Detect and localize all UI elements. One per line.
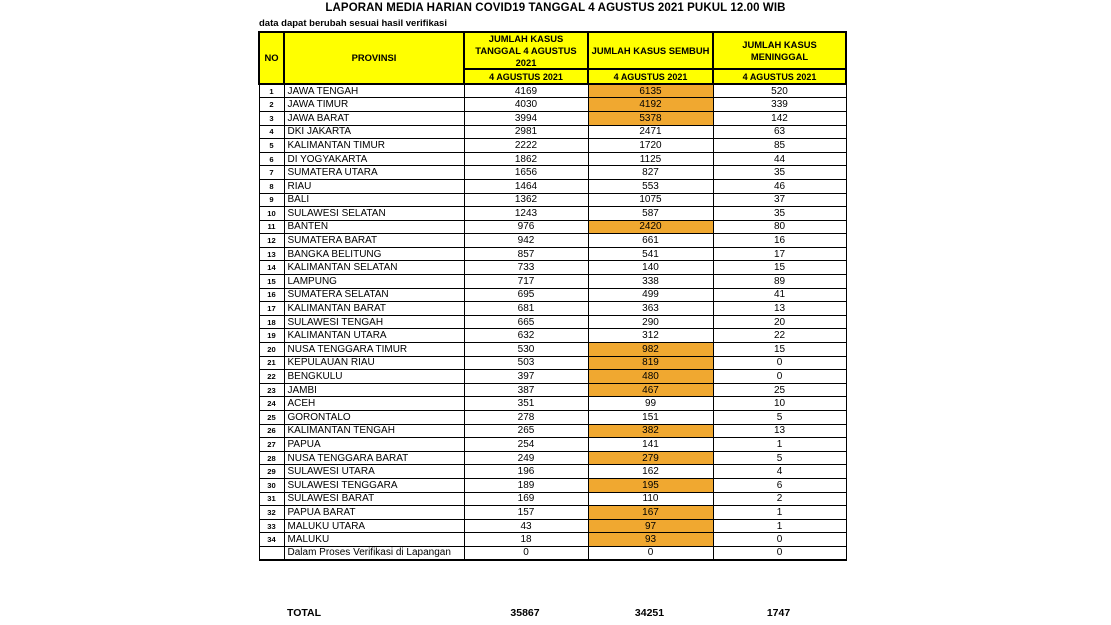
table-row xyxy=(259,411,846,425)
provinsi-cell: JAWA BARAT xyxy=(284,111,464,125)
table-row xyxy=(259,315,846,329)
table-row xyxy=(259,84,846,98)
no-cell: 23 xyxy=(259,383,284,397)
meninggal-cell: 20 xyxy=(713,315,846,329)
provinsi-cell: NUSA TENGGARA TIMUR xyxy=(284,343,464,357)
subheader-date-kasus: 4 AGUSTUS 2021 xyxy=(464,69,588,84)
sembuh-cell: 99 xyxy=(588,397,713,411)
no-cell: 33 xyxy=(259,519,284,533)
kasus-cell: 665 xyxy=(464,315,588,329)
col-header-sembuh: JUMLAH KASUS SEMBUH xyxy=(588,32,713,69)
subheader-date-sembuh: 4 AGUSTUS 2021 xyxy=(588,69,713,84)
no-cell: 27 xyxy=(259,438,284,452)
sembuh-cell: 382 xyxy=(588,424,713,438)
sembuh-cell: 290 xyxy=(588,315,713,329)
table-row xyxy=(259,193,846,207)
meninggal-cell: 0 xyxy=(713,356,846,370)
sembuh-cell: 499 xyxy=(588,288,713,302)
no-cell: 29 xyxy=(259,465,284,479)
kasus-cell: 278 xyxy=(464,411,588,425)
kasus-cell: 265 xyxy=(464,424,588,438)
kasus-cell: 397 xyxy=(464,370,588,384)
no-cell: 10 xyxy=(259,207,284,221)
table-row xyxy=(259,478,846,492)
no-cell: 25 xyxy=(259,411,284,425)
meninggal-cell: 44 xyxy=(713,152,846,166)
total-meninggal: 1747 xyxy=(766,607,791,619)
meninggal-cell: 35 xyxy=(713,207,846,221)
meninggal-cell: 85 xyxy=(713,139,846,153)
sembuh-cell: 587 xyxy=(588,207,713,221)
provinsi-cell: KEPULAUAN RIAU xyxy=(284,356,464,370)
total-row xyxy=(0,607,1111,623)
sembuh-cell: 93 xyxy=(588,533,713,547)
no-cell: 13 xyxy=(259,247,284,261)
verification-label-cell: Dalam Proses Verifikasi di Lapangan xyxy=(284,546,464,560)
sembuh-cell: 167 xyxy=(588,506,713,520)
table-row xyxy=(259,220,846,234)
kasus-cell: 1862 xyxy=(464,152,588,166)
no-cell: 7 xyxy=(259,166,284,180)
sembuh-cell: 97 xyxy=(588,519,713,533)
provinsi-cell: SULAWESI TENGGARA xyxy=(284,478,464,492)
provinsi-cell: KALIMANTAN SELATAN xyxy=(284,261,464,275)
meninggal-cell: 10 xyxy=(713,397,846,411)
no-cell: 5 xyxy=(259,139,284,153)
provinsi-cell: ACEH xyxy=(284,397,464,411)
table-row xyxy=(259,207,846,221)
table-row xyxy=(259,166,846,180)
provinsi-cell: JAMBI xyxy=(284,383,464,397)
total-kasus: 35867 xyxy=(510,607,540,619)
sembuh-cell: 661 xyxy=(588,234,713,248)
table-row xyxy=(259,370,846,384)
table-row xyxy=(259,424,846,438)
table-row xyxy=(259,383,846,397)
table-row xyxy=(259,247,846,261)
meninggal-cell: 339 xyxy=(713,98,846,112)
meninggal-cell: 89 xyxy=(713,275,846,289)
provinsi-cell: LAMPUNG xyxy=(284,275,464,289)
provinsi-cell: SULAWESI UTARA xyxy=(284,465,464,479)
provinsi-cell: KALIMANTAN TIMUR xyxy=(284,139,464,153)
provinsi-cell: SULAWESI TENGAH xyxy=(284,315,464,329)
meninggal-cell: 15 xyxy=(713,343,846,357)
kasus-cell: 249 xyxy=(464,451,588,465)
sembuh-cell: 827 xyxy=(588,166,713,180)
kasus-cell: 976 xyxy=(464,220,588,234)
col-header-no: NO xyxy=(259,32,284,84)
no-cell: 20 xyxy=(259,343,284,357)
kasus-cell: 3994 xyxy=(464,111,588,125)
table-row xyxy=(259,397,846,411)
provinsi-cell: PAPUA BARAT xyxy=(284,506,464,520)
meninggal-cell: 1 xyxy=(713,519,846,533)
meninggal-cell: 80 xyxy=(713,220,846,234)
covid-table xyxy=(258,31,847,561)
provinsi-cell: KALIMANTAN BARAT xyxy=(284,302,464,316)
kasus-cell: 4169 xyxy=(464,84,588,98)
provinsi-cell: GORONTALO xyxy=(284,411,464,425)
sembuh-cell: 363 xyxy=(588,302,713,316)
kasus-cell: 1464 xyxy=(464,179,588,193)
sembuh-cell: 1125 xyxy=(588,152,713,166)
kasus-cell: 387 xyxy=(464,383,588,397)
meninggal-cell: 5 xyxy=(713,451,846,465)
no-cell: 18 xyxy=(259,315,284,329)
kasus-cell: 18 xyxy=(464,533,588,547)
sembuh-cell: 4192 xyxy=(588,98,713,112)
meninggal-cell: 46 xyxy=(713,179,846,193)
meninggal-cell: 5 xyxy=(713,411,846,425)
meninggal-cell: 63 xyxy=(713,125,846,139)
no-cell: 11 xyxy=(259,220,284,234)
kasus-cell: 2222 xyxy=(464,139,588,153)
kasus-cell: 196 xyxy=(464,465,588,479)
meninggal-cell: 35 xyxy=(713,166,846,180)
meninggal-cell: 2 xyxy=(713,492,846,506)
provinsi-cell: KALIMANTAN TENGAH xyxy=(284,424,464,438)
no-cell: 15 xyxy=(259,275,284,289)
table-row xyxy=(259,288,846,302)
kasus-cell: 2981 xyxy=(464,125,588,139)
table-row xyxy=(259,451,846,465)
meninggal-cell: 16 xyxy=(713,234,846,248)
table-row xyxy=(259,125,846,139)
provinsi-cell: MALUKU UTARA xyxy=(284,519,464,533)
table-row xyxy=(259,234,846,248)
table-row xyxy=(259,275,846,289)
meninggal-cell: 0 xyxy=(713,546,846,560)
meninggal-cell: 6 xyxy=(713,478,846,492)
meninggal-cell: 1 xyxy=(713,506,846,520)
sembuh-cell: 140 xyxy=(588,261,713,275)
kasus-cell: 351 xyxy=(464,397,588,411)
sembuh-cell: 6135 xyxy=(588,84,713,98)
sembuh-cell: 312 xyxy=(588,329,713,343)
sembuh-cell: 541 xyxy=(588,247,713,261)
no-cell: 19 xyxy=(259,329,284,343)
col-header-provinsi: PROVINSI xyxy=(284,32,464,84)
provinsi-cell: KALIMANTAN UTARA xyxy=(284,329,464,343)
kasus-cell: 503 xyxy=(464,356,588,370)
provinsi-cell: PAPUA xyxy=(284,438,464,452)
provinsi-cell: BANGKA BELITUNG xyxy=(284,247,464,261)
sembuh-cell: 0 xyxy=(588,546,713,560)
kasus-cell: 189 xyxy=(464,478,588,492)
kasus-cell: 733 xyxy=(464,261,588,275)
kasus-cell: 254 xyxy=(464,438,588,452)
meninggal-cell: 15 xyxy=(713,261,846,275)
meninggal-cell: 1 xyxy=(713,438,846,452)
no-cell: 28 xyxy=(259,451,284,465)
no-cell: 26 xyxy=(259,424,284,438)
table-row xyxy=(259,302,846,316)
no-cell: 1 xyxy=(259,84,284,98)
no-cell: 21 xyxy=(259,356,284,370)
kasus-cell: 4030 xyxy=(464,98,588,112)
meninggal-cell: 22 xyxy=(713,329,846,343)
table-row xyxy=(259,465,846,479)
subheader-date-meninggal: 4 AGUSTUS 2021 xyxy=(713,69,846,84)
sembuh-cell: 5378 xyxy=(588,111,713,125)
provinsi-cell: SUMATERA SELATAN xyxy=(284,288,464,302)
meninggal-cell: 4 xyxy=(713,465,846,479)
meninggal-cell: 13 xyxy=(713,302,846,316)
table-row xyxy=(259,492,846,506)
total-sembuh: 34251 xyxy=(634,607,665,619)
provinsi-cell: SULAWESI SELATAN xyxy=(284,207,464,221)
table-row xyxy=(259,506,846,520)
kasus-cell: 0 xyxy=(464,546,588,560)
kasus-cell: 530 xyxy=(464,343,588,357)
sembuh-cell: 162 xyxy=(588,465,713,479)
sembuh-cell: 467 xyxy=(588,383,713,397)
kasus-cell: 1362 xyxy=(464,193,588,207)
no-cell: 24 xyxy=(259,397,284,411)
sembuh-cell: 1720 xyxy=(588,139,713,153)
no-cell: 2 xyxy=(259,98,284,112)
provinsi-cell: SUMATERA BARAT xyxy=(284,234,464,248)
no-cell: 30 xyxy=(259,478,284,492)
table-row xyxy=(259,343,846,357)
kasus-cell: 681 xyxy=(464,302,588,316)
kasus-cell: 157 xyxy=(464,506,588,520)
no-cell: 22 xyxy=(259,370,284,384)
kasus-cell: 695 xyxy=(464,288,588,302)
verification-note: data dapat berubah sesuai hasil verifikasi xyxy=(259,18,447,29)
sembuh-cell: 110 xyxy=(588,492,713,506)
kasus-cell: 632 xyxy=(464,329,588,343)
sembuh-cell: 279 xyxy=(588,451,713,465)
meninggal-cell: 17 xyxy=(713,247,846,261)
col-header-kasus: JUMLAH KASUS TANGGAL 4 AGUSTUS 2021 xyxy=(464,32,588,69)
sembuh-cell: 338 xyxy=(588,275,713,289)
no-cell xyxy=(259,546,284,560)
table-row xyxy=(259,261,846,275)
meninggal-cell: 0 xyxy=(713,370,846,384)
meninggal-cell: 37 xyxy=(713,193,846,207)
provinsi-cell: SULAWESI BARAT xyxy=(284,492,464,506)
report-title: LAPORAN MEDIA HARIAN COVID19 TANGGAL 4 AGUSTUS 2021 PUKUL 12.00 WIB xyxy=(325,2,786,14)
provinsi-cell: BENGKULU xyxy=(284,370,464,384)
provinsi-cell: SUMATERA UTARA xyxy=(284,166,464,180)
sembuh-cell: 2420 xyxy=(588,220,713,234)
kasus-cell: 169 xyxy=(464,492,588,506)
table-row xyxy=(259,356,846,370)
provinsi-cell: NUSA TENGGARA BARAT xyxy=(284,451,464,465)
no-cell: 9 xyxy=(259,193,284,207)
no-cell: 8 xyxy=(259,179,284,193)
no-cell: 32 xyxy=(259,506,284,520)
sembuh-cell: 151 xyxy=(588,411,713,425)
table-row xyxy=(259,98,846,112)
kasus-cell: 942 xyxy=(464,234,588,248)
no-cell: 14 xyxy=(259,261,284,275)
provinsi-cell: JAWA TENGAH xyxy=(284,84,464,98)
kasus-cell: 1243 xyxy=(464,207,588,221)
no-cell: 3 xyxy=(259,111,284,125)
meninggal-cell: 25 xyxy=(713,383,846,397)
no-cell: 6 xyxy=(259,152,284,166)
verification-row xyxy=(259,546,846,560)
provinsi-cell: RIAU xyxy=(284,179,464,193)
kasus-cell: 1656 xyxy=(464,166,588,180)
sembuh-cell: 2471 xyxy=(588,125,713,139)
no-cell: 4 xyxy=(259,125,284,139)
sembuh-cell: 1075 xyxy=(588,193,713,207)
meninggal-cell: 142 xyxy=(713,111,846,125)
table-row xyxy=(259,519,846,533)
col-header-meninggal: JUMLAH KASUS MENINGGAL xyxy=(713,32,846,69)
table-row xyxy=(259,111,846,125)
table-header xyxy=(259,32,846,84)
provinsi-cell: BALI xyxy=(284,193,464,207)
kasus-cell: 857 xyxy=(464,247,588,261)
sembuh-cell: 982 xyxy=(588,343,713,357)
no-cell: 34 xyxy=(259,533,284,547)
provinsi-cell: DI YOGYAKARTA xyxy=(284,152,464,166)
no-cell: 17 xyxy=(259,302,284,316)
no-cell: 12 xyxy=(259,234,284,248)
meninggal-cell: 0 xyxy=(713,533,846,547)
meninggal-cell: 13 xyxy=(713,424,846,438)
table-row xyxy=(259,329,846,343)
provinsi-cell: MALUKU xyxy=(284,533,464,547)
table-row xyxy=(259,152,846,166)
table-row xyxy=(259,139,846,153)
no-cell: 31 xyxy=(259,492,284,506)
sembuh-cell: 819 xyxy=(588,356,713,370)
provinsi-cell: JAWA TIMUR xyxy=(284,98,464,112)
kasus-cell: 43 xyxy=(464,519,588,533)
meninggal-cell: 41 xyxy=(713,288,846,302)
provinsi-cell: DKI JAKARTA xyxy=(284,125,464,139)
table-row xyxy=(259,533,846,547)
sembuh-cell: 141 xyxy=(588,438,713,452)
provinsi-cell: BANTEN xyxy=(284,220,464,234)
table-row xyxy=(259,179,846,193)
covid-table-body xyxy=(259,84,846,560)
meninggal-cell: 520 xyxy=(713,84,846,98)
total-label: TOTAL xyxy=(287,607,322,619)
sembuh-cell: 195 xyxy=(588,478,713,492)
kasus-cell: 717 xyxy=(464,275,588,289)
sembuh-cell: 480 xyxy=(588,370,713,384)
table-row xyxy=(259,438,846,452)
sembuh-cell: 553 xyxy=(588,179,713,193)
no-cell: 16 xyxy=(259,288,284,302)
